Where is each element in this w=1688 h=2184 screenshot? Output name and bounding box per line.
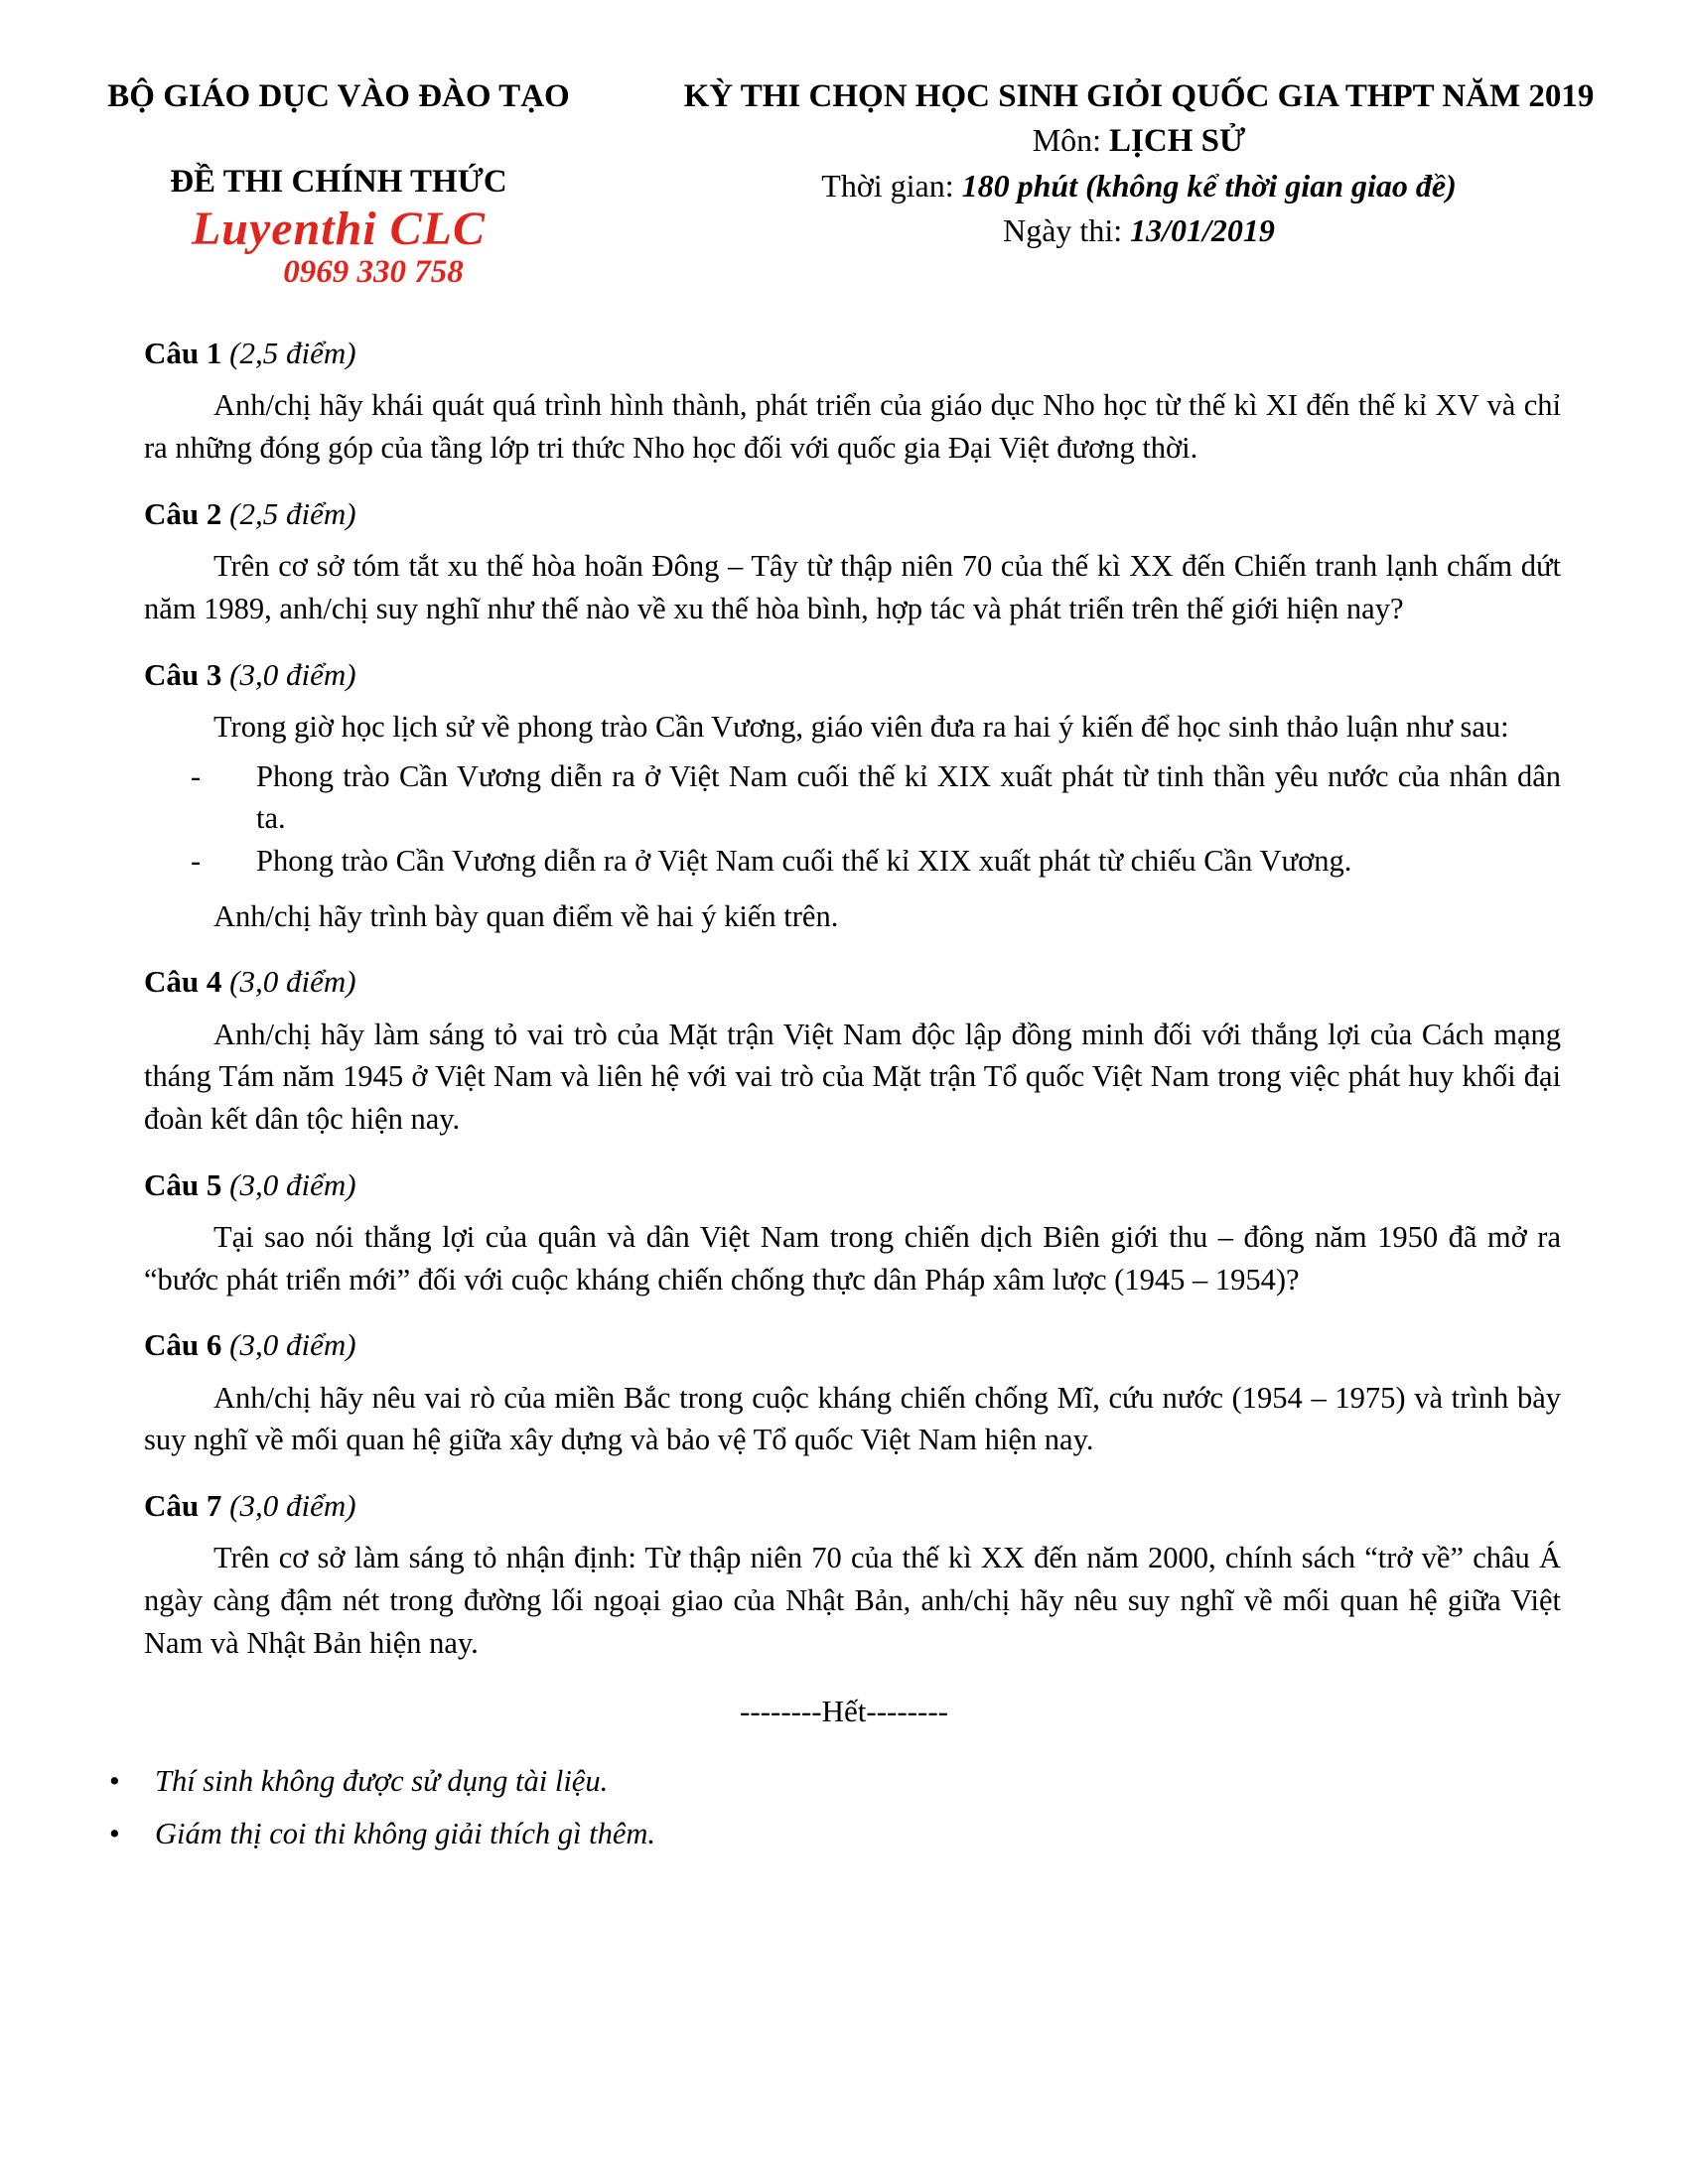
- question-points: (3,0 điểm): [221, 1327, 356, 1363]
- question-number: Câu 5: [144, 1166, 222, 1202]
- end-of-exam-marker: --------Hết--------: [740, 1694, 948, 1729]
- question-number: Câu 3: [144, 656, 222, 692]
- question-points: (3,0 điểm): [221, 656, 356, 692]
- question-points: (3,0 điểm): [221, 1487, 356, 1523]
- logo-phone-number: 0969 330 758: [283, 253, 464, 290]
- page-header: [0, 75, 1688, 289]
- question-points: (3,0 điểm): [221, 1166, 356, 1202]
- question-points: (2,5 điểm): [221, 495, 356, 531]
- question-heading: [144, 655, 1561, 695]
- ministry-name: BỘ GIÁO DỤC VÀO ĐÀO TẠO: [107, 78, 570, 114]
- question-text: Trên cơ sở tóm tắt xu thế hòa hoãn Đông – Tây từ thập niên 70 của thế kì XX đến Chiến tranh lạnh chấm dứt năm 1989, anh/chị suy nghĩ như thế nào về xu thế hòa bình, hợp tác và phát triển trên thế giới hiện nay?: [144, 549, 1561, 625]
- official-exam-label: ĐỀ THI CHÍNH THỨC: [170, 163, 507, 200]
- dash-marker: -: [191, 758, 202, 793]
- question-text: Trong giờ học lịch sử về phong trào Cần Vương, giáo viên đưa ra hai ý kiến để học sinh thảo luận như sau:: [213, 709, 1509, 744]
- time-label: Thời gian:: [821, 168, 962, 205]
- date-label: Ngày thi:: [1003, 211, 1131, 248]
- bullet-text: Phong trào Cần Vương diễn ra ở Việt Nam cuối thế kỉ XIX xuất phát từ tinh thần yêu nước của nhân dân ta.: [256, 758, 1561, 836]
- question-heading: [144, 962, 1561, 1002]
- bullet-icon: •: [109, 1764, 120, 1799]
- question-number: Câu 4: [144, 964, 222, 1000]
- question-4: [144, 962, 1561, 1140]
- bullet-item: [191, 840, 1561, 883]
- bullet-item: [191, 755, 1561, 840]
- question-bullet-list: [191, 755, 1561, 883]
- coaching-center-logo: [60, 205, 618, 289]
- question-text: Anh/chị hãy làm sáng tỏ vai trò của Mặt trận Việt Nam độc lập đồng minh đối với thắng lợi của Cách mạng tháng Tám năm 1945 ở Việt Nam và liên hệ với vai trò của Mặt trận Tổ quốc Việt Nam trong việc phát huy khối đại đoàn kết dân tộc hiện nay.: [144, 1017, 1561, 1136]
- question-number: Câu 1: [144, 336, 222, 371]
- question-3: [144, 655, 1561, 938]
- subject-value: LỊCH SỬ: [1109, 122, 1246, 159]
- exam-title: KỲ THI CHỌN HỌC SINH GIỎI QUỐC GIA THPT NĂM 2019: [683, 78, 1595, 114]
- question-7: [144, 1486, 1561, 1664]
- question-heading: [144, 334, 1561, 373]
- header-left: [60, 75, 618, 289]
- question-number: Câu 2: [144, 495, 222, 531]
- question-number: Câu 7: [144, 1487, 222, 1523]
- date-value: 13/01/2019: [1130, 211, 1275, 248]
- question-text: Trên cơ sở làm sáng tỏ nhận định: Từ thập niên 70 của thế kì XX đến năm 2000, chính sách “trở về” châu Á ngày càng đậm nét trong đường lối ngoại giao của Nhật Bản, anh/chị hãy nêu suy nghĩ về mối quan hệ giữa Việt Nam và Nhật Bản hiện nay.: [144, 1541, 1561, 1660]
- question-text: Anh/chị hãy nêu vai rò của miền Bắc trong cuộc kháng chiến chống Mĩ, cứu nước (1954 – 1975) và trình bày suy nghĩ về mối quan hệ giữa xây dựng và bảo vệ Tổ quốc Việt Nam hiện nay.: [144, 1380, 1561, 1457]
- question-number: Câu 6: [144, 1327, 222, 1363]
- subject-line: [618, 118, 1660, 165]
- question-heading: [144, 494, 1561, 534]
- question-points: (2,5 điểm): [221, 336, 356, 371]
- question-text: Tại sao nói thắng lợi của quân và dân Việt Nam trong chiến dịch Biên giới thu – đông năm 1950 đã mở ra “bước phát triển mới” đối với cuộc kháng chiến chống thực dân Pháp xâm lược (1945 – 1954)?: [144, 1219, 1561, 1297]
- questions: [0, 289, 1688, 1664]
- bullet-text: Phong trào Cần Vương diễn ra ở Việt Nam cuối thế kỉ XIX xuất phát từ chiếu Cần Vương.: [256, 843, 1352, 878]
- footer-note: [109, 1755, 1688, 1807]
- question-5: [144, 1165, 1561, 1301]
- question-heading: [144, 1325, 1561, 1365]
- header-right: [618, 75, 1660, 252]
- question-heading: [144, 1486, 1561, 1526]
- footer-note-text: Giám thị coi thi không giải thích gì thêm.: [155, 1816, 656, 1850]
- time-value: 180 phút (không kể thời gian giao đề): [961, 168, 1457, 205]
- footer-note-text: Thí sinh không được sử dụng tài liệu.: [155, 1764, 609, 1799]
- question-1: [144, 334, 1561, 470]
- question-text: Anh/chị hãy khái quát quá trình hình thành, phát triển của giáo dục Nho học từ thế kì XI đến thế kỉ XV và chỉ ra những đóng góp của tầng lớp tri thức Nho học đối với quốc gia Đại Việt đương thời.: [144, 388, 1561, 466]
- subject-label: Môn:: [1032, 121, 1110, 158]
- dash-marker: -: [191, 843, 202, 878]
- date-line: [618, 208, 1660, 252]
- question-2: [144, 494, 1561, 630]
- question-heading: [144, 1165, 1561, 1205]
- question-closing: Anh/chị hãy trình bày quan điểm về hai ý kiến trên.: [213, 898, 839, 933]
- footer-note: [109, 1808, 1688, 1859]
- logo-text: Luyenthi CLC: [191, 203, 487, 256]
- question-6: [144, 1325, 1561, 1461]
- time-line: [618, 164, 1660, 207]
- footer-notes: [109, 1755, 1688, 1859]
- bullet-icon: •: [109, 1816, 120, 1850]
- question-points: (3,0 điểm): [221, 964, 356, 1000]
